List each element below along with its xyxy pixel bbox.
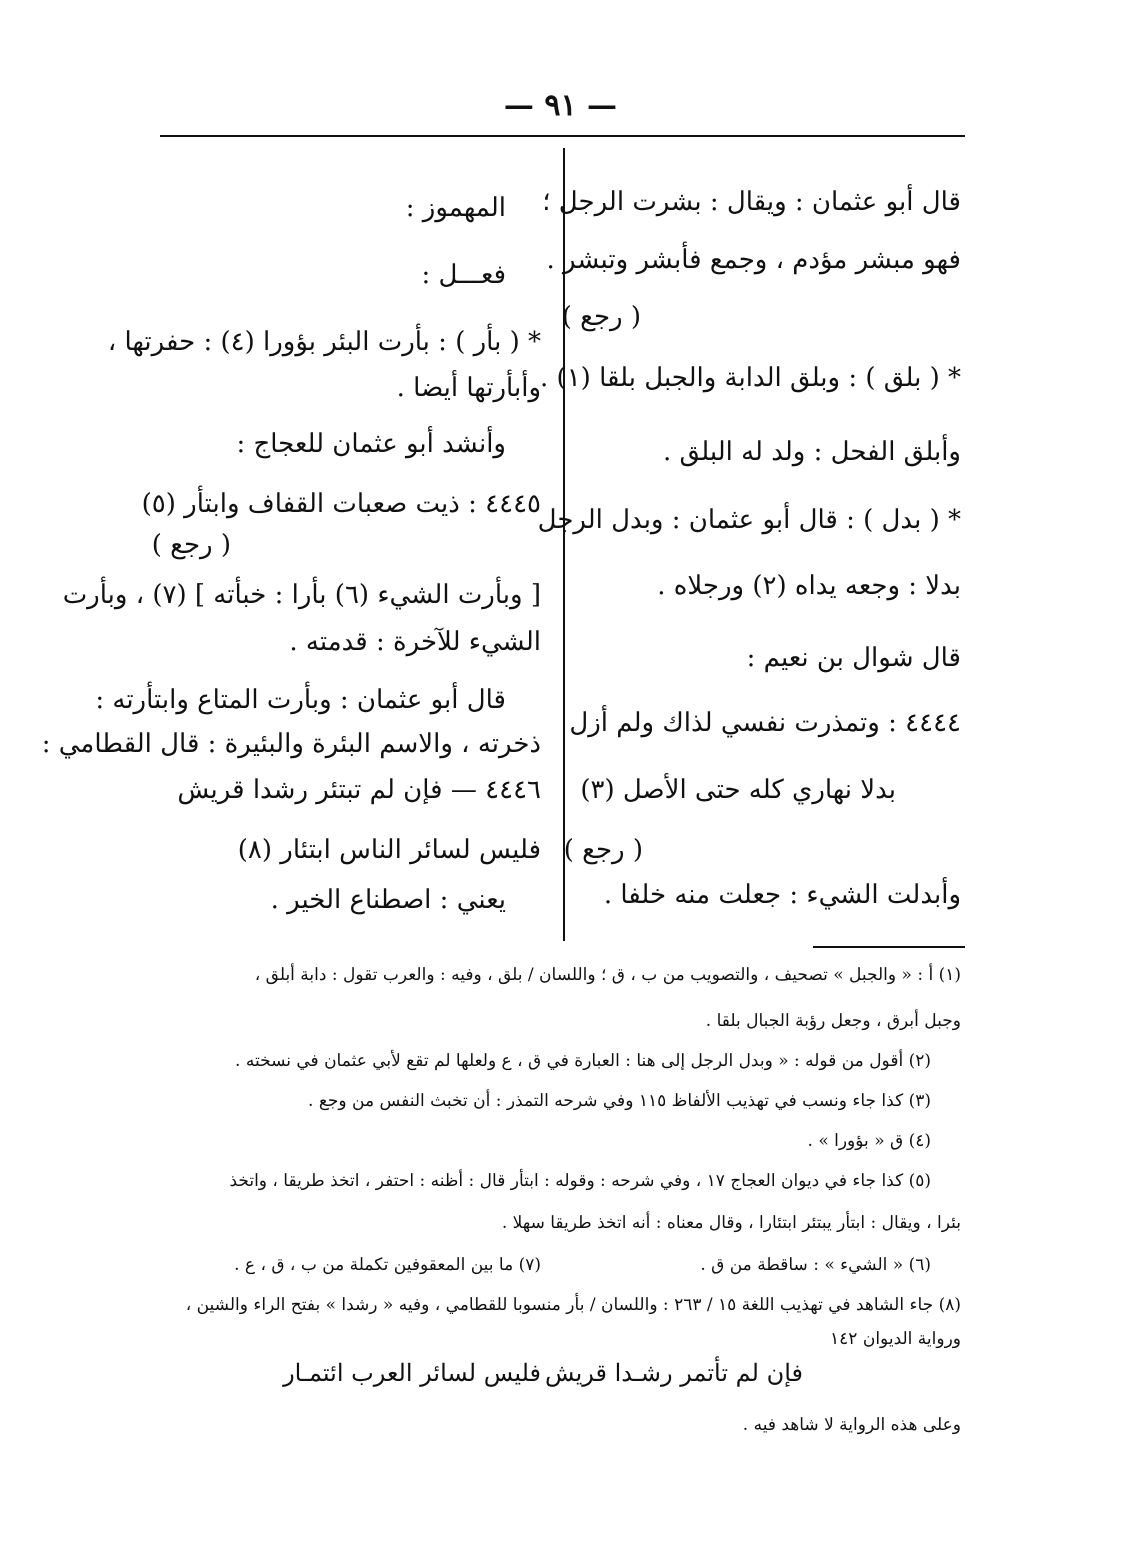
left-line-5: وأنشد أبو عثمان للعجاج : <box>236 429 506 459</box>
footnote-8a: (٨) جاء الشاهد في تهذيب اللغة ١٥ / ٢٦٣ : واللسان / بأر منسوبا للقطامي ، وفيه « رشدا » بفتح الراء والشين ، <box>185 1295 961 1315</box>
header-rule <box>160 135 965 137</box>
right-line-10: بدلا نهاري كله حتى الأصل (٣) <box>580 775 896 805</box>
footnote-1b: وجبل أبرق ، وجعل رؤبة الجبال بلقا . <box>705 1011 961 1031</box>
left-line-11: ذخرته ، والاسم البئرة والبئيرة : قال القطامي : <box>41 729 541 759</box>
left-line-8: [ وبأرت الشيء (٦) بأرا : خبأته ] (٧) ، وبأرت <box>62 580 541 610</box>
left-line-4: وأبأرتها أيضا . <box>396 373 541 403</box>
right-line-8: قال شوال بن نعيم : <box>746 643 961 673</box>
right-line-11: ( رجع ) <box>563 835 643 865</box>
footnote-final: وعلى هذه الرواية لا شاهد فيه . <box>742 1415 961 1435</box>
footnote-5b: بئرا ، ويقال : ابتأر يبتئر ابتئارا ، وقال معناه : أنه اتخذ طريقا سهلا . <box>501 1213 961 1233</box>
left-line-9: الشيء للآخرة : قدمته . <box>289 627 541 657</box>
left-line-10: قال أبو عثمان : وبأرت المتاع وابتأرته : <box>95 685 506 715</box>
right-line-12: وأبدلت الشيء : جعلت منه خلفا . <box>603 880 961 910</box>
left-line-3: * ( بأر ) : بأرت البئر بؤورا (٤) : حفرتها ، <box>107 327 541 357</box>
left-line-6: ٤٤٤٥ : ذيت صعبات القفاف وابتأر (٥) <box>141 489 541 519</box>
left-line-7: ( رجع ) <box>151 530 231 560</box>
footnote-verse-left: فليس لسائر العرب ائتمـار <box>283 1359 541 1387</box>
footnote-verse-right: فإن لم تأتمر رشـدا قريش <box>545 1359 803 1387</box>
right-line-2: فهو مبشر مؤدم ، وجمع فأبشر وتبشر . <box>546 245 961 275</box>
page-number: — ٩١ — <box>503 88 618 123</box>
left-line-14: يعني : اصطناع الخير . <box>270 885 506 915</box>
left-line-2: فعـــل : <box>421 260 506 290</box>
footnote-1a: (١) أ : « والجبل » تصحيف ، والتصويب من ب ، ق ؛ واللسان / بلق ، وفيه : والعرب تقول : دابة أبلق ، <box>254 965 961 985</box>
footnote-5a: (٥) كذا جاء في ديوان العجاج ١٧ ، وفي شرحه : وقوله : ابتأر قال : أظنه : احتفر ، اتخذ طريقا ، واتخذ <box>229 1171 931 1191</box>
left-line-12: ٤٤٤٦ — فإن لم تبتئر رشدا قريش <box>177 775 541 805</box>
footnote-2: (٢) أقول من قوله : « وبدل الرجل إلى هنا : العبارة في ق ، ع ولعلها لم تقع لأبي عثمان في نسخته . <box>235 1051 931 1071</box>
right-line-5: وأبلق الفحل : ولد له البلق . <box>663 437 961 467</box>
right-line-1: قال أبو عثمان : ويقال : بشرت الرجل ؛ <box>542 187 961 217</box>
footnote-7: (٧) ما بين المعقوفين تكملة من ب ، ق ، ع . <box>234 1255 541 1275</box>
right-line-9: ٤٤٤٤ : وتمذرت نفسي لذاك ولم أزل <box>569 708 961 738</box>
left-line-1: المهموز : <box>405 193 506 223</box>
right-line-3: ( رجع ) <box>561 302 641 332</box>
right-line-4: * ( بلق ) : وبلق الدابة والجبل بلقا (١) . <box>540 363 961 393</box>
footnote-6: (٦) « الشيء » : ساقطة من ق . <box>700 1255 931 1275</box>
right-line-6: * ( بدل ) : قال أبو عثمان : وبدل الرجل <box>537 505 961 535</box>
footnote-4: (٤) ق « بؤورا » . <box>807 1131 931 1151</box>
left-line-13: فليس لسائر الناس ابتئار (٨) <box>237 835 541 865</box>
footnote-rule <box>813 946 965 948</box>
footnote-3: (٣) كذا جاء ونسب في تهذيب الألفاظ ١١٥ وفي شرحه التمذر : أن تخبث النفس من وجع . <box>308 1091 931 1111</box>
footnote-8b: ورواية الديوان ١٤٢ <box>830 1329 961 1349</box>
right-line-7: بدلا : وجعه يداه (٢) ورجلاه . <box>657 571 961 601</box>
